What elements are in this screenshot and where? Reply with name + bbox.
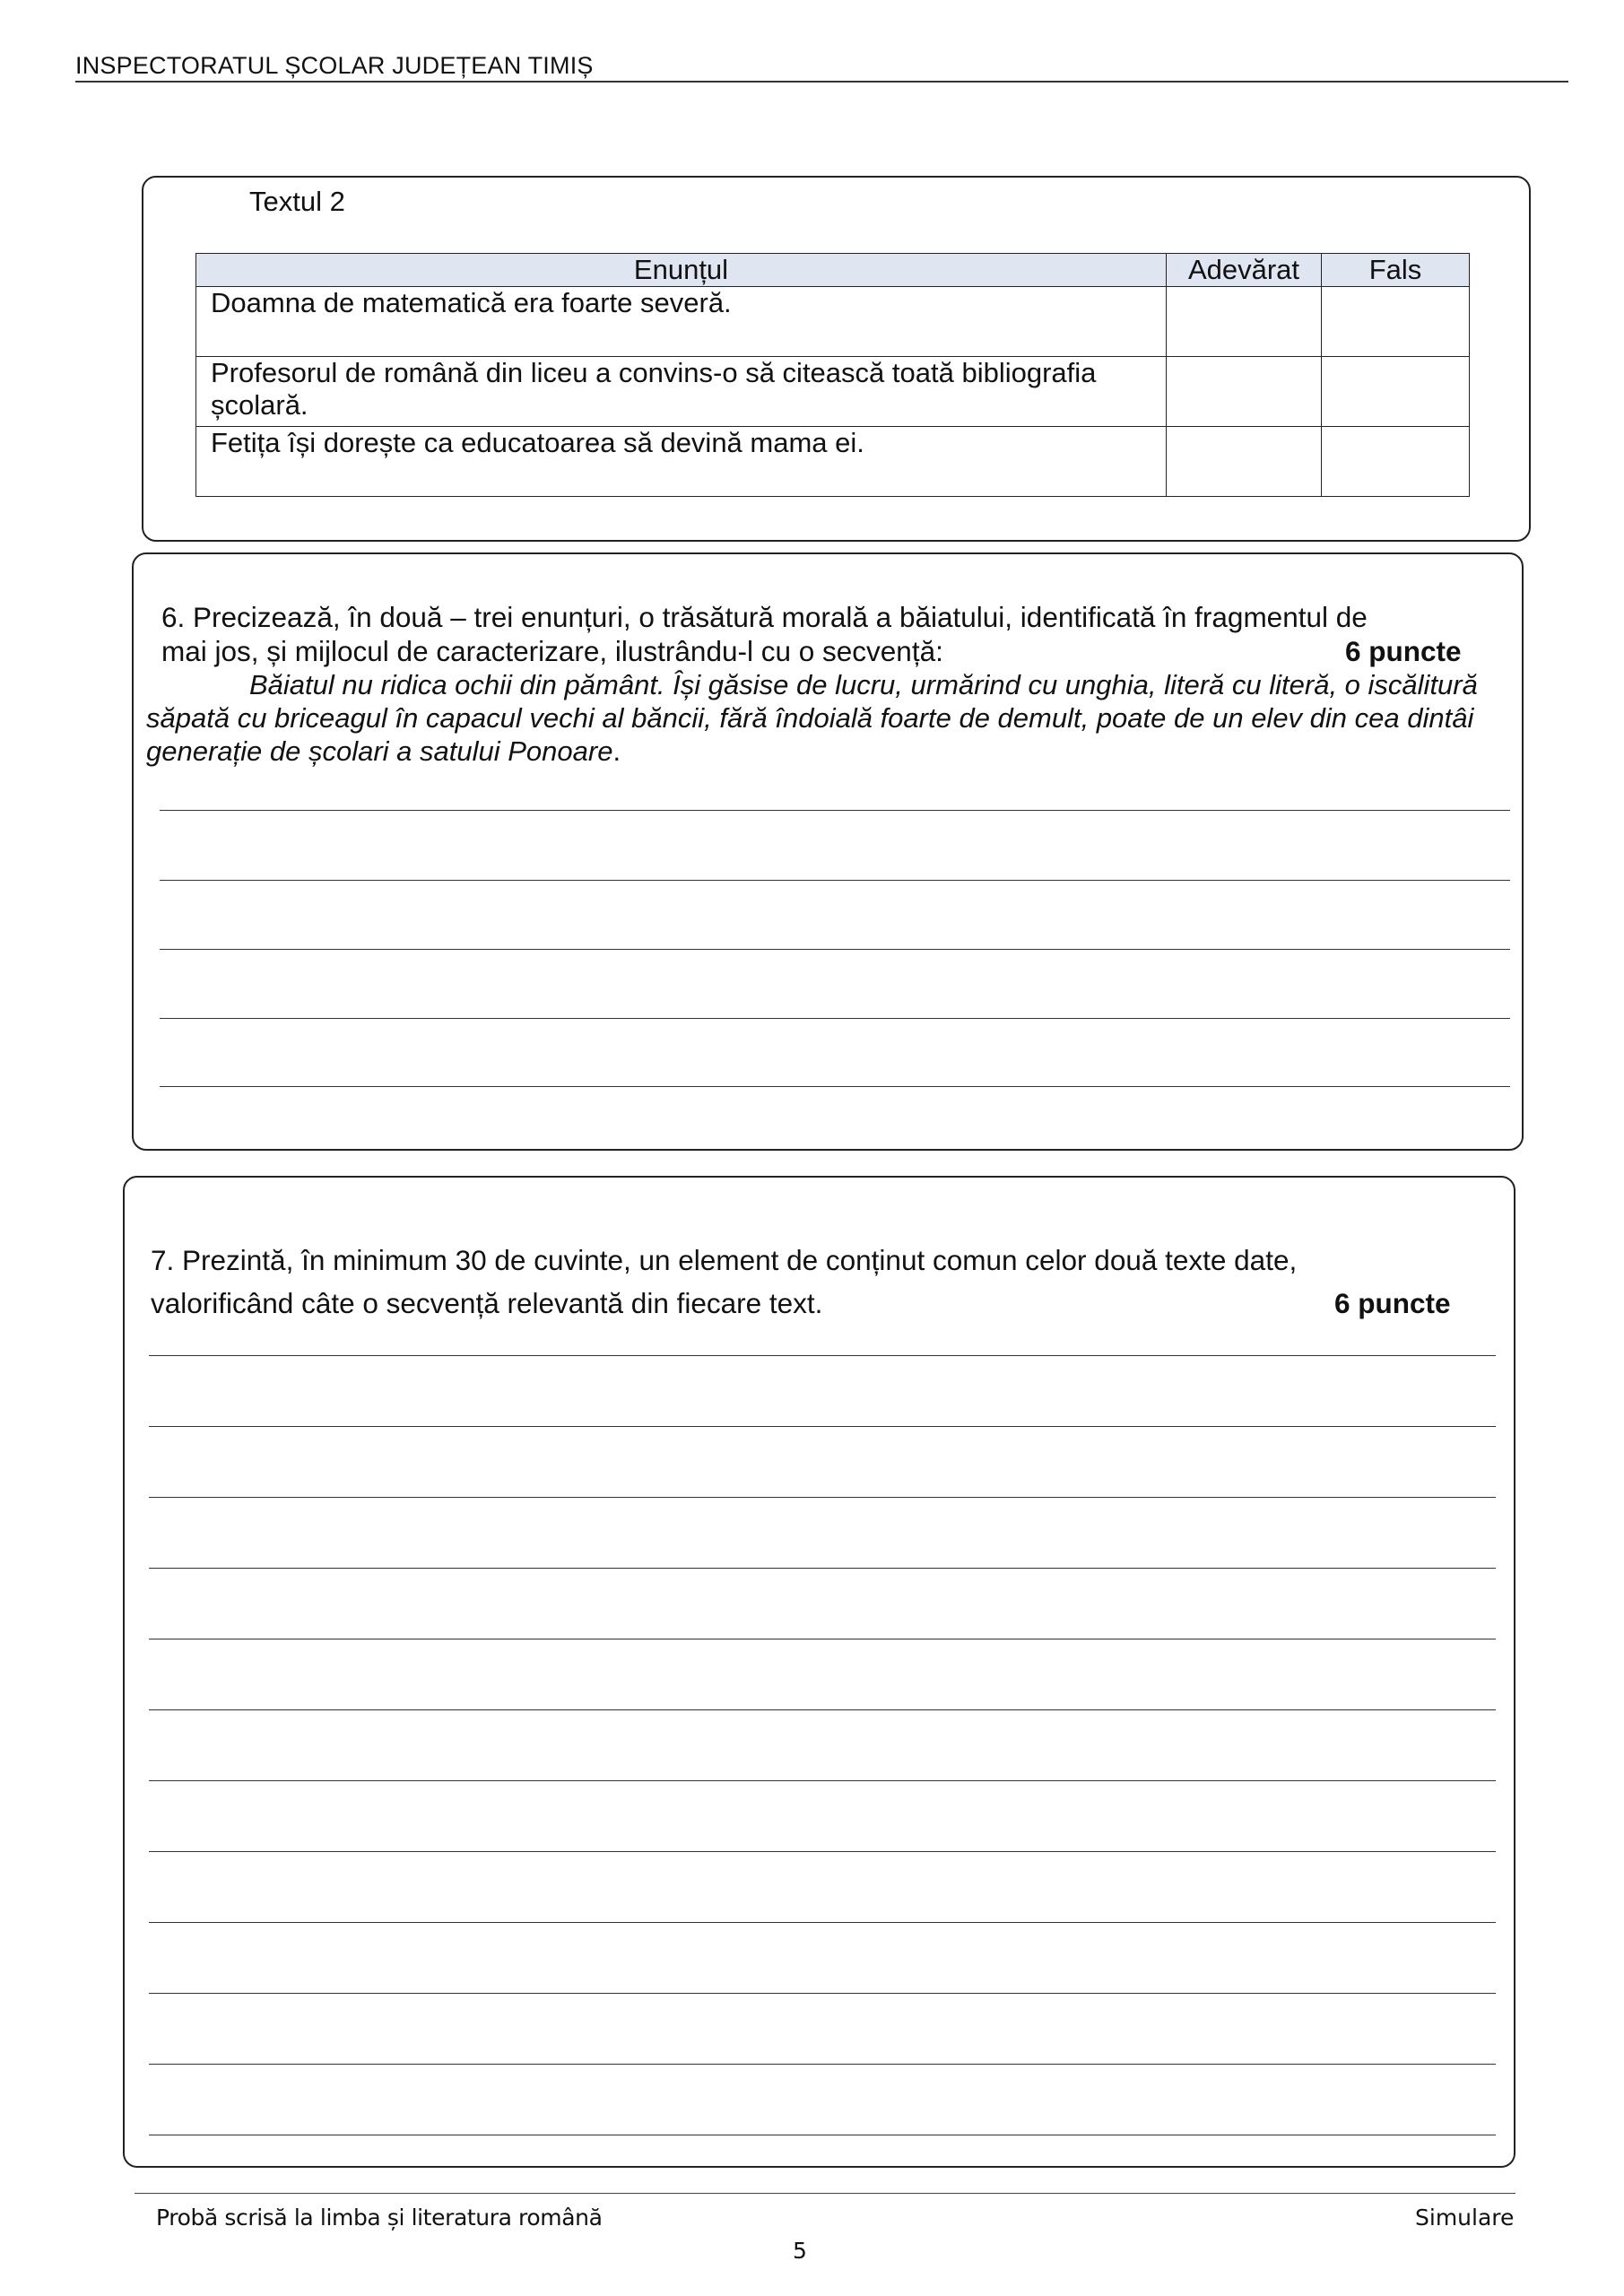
fals-answer-cell[interactable] <box>1322 287 1470 357</box>
column-header-fals: Fals <box>1322 254 1470 287</box>
true-false-table <box>195 253 1470 497</box>
adevarat-answer-cell[interactable] <box>1167 357 1322 427</box>
answer-line[interactable] <box>149 2064 1496 2065</box>
textul2-label: Textul 2 <box>249 186 345 217</box>
statement-cell: Profesorul de română din liceu a convins-o să citească toată bibliografia școlară. <box>196 357 1167 427</box>
fals-answer-cell[interactable] <box>1322 427 1470 497</box>
statement-cell: Doamna de matematică era foarte severă. <box>196 287 1167 357</box>
answer-line[interactable] <box>149 1426 1496 1427</box>
answer-line[interactable] <box>149 1568 1496 1569</box>
table-row <box>196 287 1470 357</box>
question6-quote <box>146 668 1518 768</box>
answer-line[interactable] <box>160 949 1510 950</box>
question6-prompt-line2: mai jos, și mijlocul de caracterizare, ilustrându-l cu o secvență: <box>161 635 943 667</box>
answer-line[interactable] <box>149 1497 1496 1498</box>
fals-answer-cell[interactable] <box>1322 357 1470 427</box>
header-title: INSPECTORATUL ȘCOLAR JUDEȚEAN TIMIȘ <box>75 52 594 79</box>
column-header-adevarat: Adevărat <box>1167 254 1322 287</box>
page-number: 5 <box>793 2238 807 2264</box>
answer-line[interactable] <box>149 1922 1496 1923</box>
answer-line[interactable] <box>149 1709 1496 1710</box>
answer-line[interactable] <box>160 1086 1510 1087</box>
header-divider <box>75 81 1568 83</box>
answer-line[interactable] <box>160 1018 1510 1019</box>
statement-cell: Fetița își dorește ca educatoarea să devină mama ei. <box>196 427 1167 497</box>
answer-line[interactable] <box>160 810 1510 811</box>
question6-points: 6 puncte <box>1345 635 1462 667</box>
answer-line[interactable] <box>149 1851 1496 1852</box>
question7-prompt-line2: valorificând câte o secvență relevantă din fiecare text. <box>151 1287 823 1319</box>
column-header-enuntul: Enunțul <box>196 254 1167 287</box>
table-row <box>196 427 1470 497</box>
quote-text: Băiatul nu ridica ochii din pământ. Își găsise de lucru, urmărind cu unghia, literă cu literă, o iscălitură săpată cu briceagul în capacul vechi al băncii, fără îndoială foarte de demult, poate de un elev din cea dintâi generație de școlari a satului Ponoare <box>146 669 1478 767</box>
answer-line[interactable] <box>149 1993 1496 1994</box>
footer-divider <box>135 2193 1515 2194</box>
adevarat-answer-cell[interactable] <box>1167 287 1322 357</box>
table-row <box>196 357 1470 427</box>
answer-line[interactable] <box>149 1355 1496 1356</box>
question7-prompt-line1: 7. Prezintă, în minimum 30 de cuvinte, un element de conținut comun celor două texte date, <box>151 1244 1298 1276</box>
footer-exam-title: Probă scrisă la limba și literatura română <box>156 2205 603 2231</box>
question7-points: 6 puncte <box>1334 1287 1451 1319</box>
table-header-row <box>196 254 1470 287</box>
adevarat-answer-cell[interactable] <box>1167 427 1322 497</box>
footer-exam-type: Simulare <box>1415 2205 1515 2231</box>
question6-prompt-line1: 6. Precizează, în două – trei enunțuri, o trăsătură morală a băiatului, identificată în fragmentul de <box>161 601 1368 633</box>
answer-line[interactable] <box>149 1780 1496 1781</box>
question7-box <box>123 1176 1515 2168</box>
answer-line[interactable] <box>160 880 1510 881</box>
quote-period: . <box>612 735 621 767</box>
